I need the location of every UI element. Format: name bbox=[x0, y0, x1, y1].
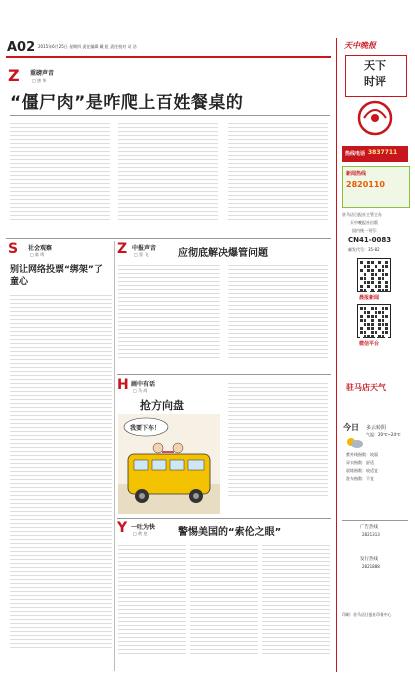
top-body-col2 bbox=[118, 120, 218, 235]
qr-code-1 bbox=[357, 258, 391, 292]
top-body-col1 bbox=[10, 120, 110, 235]
weather-detail-3: 晨练指数：较适宜 bbox=[346, 468, 378, 473]
bottom-byline: □ 黄 皇 bbox=[133, 531, 148, 536]
weather-detail-4: 洗车指数：不宜 bbox=[346, 476, 374, 481]
cartoon-image bbox=[118, 414, 220, 514]
column-name: 天下 时评 bbox=[364, 59, 386, 88]
weather-detail-2: 穿衣指数：舒适 bbox=[346, 460, 374, 465]
distribution-label: 发行热线 bbox=[360, 557, 378, 562]
bottom-rule bbox=[117, 518, 331, 519]
left-section-title: 社会观察 bbox=[28, 245, 53, 252]
section-initial-s: S bbox=[8, 241, 19, 257]
section-initial-h: H bbox=[117, 377, 129, 393]
right-headline: 应彻底解决爆管问题 bbox=[178, 248, 268, 259]
qr2-label: 微信平台 bbox=[359, 341, 380, 347]
ad-phone: 2821313 bbox=[362, 532, 380, 537]
forecast-brand: 驻马店天气 bbox=[346, 383, 386, 392]
top-headline-rule bbox=[10, 115, 330, 116]
cartoon-headline: 抢方向盘 bbox=[140, 399, 184, 412]
weather-condition: 多云转阴 bbox=[366, 425, 387, 431]
bottom-headline: 警惕美国的“索伦之眼” bbox=[178, 527, 282, 538]
date-line: 2015年6月25日 星期四 责任编辑 戴 虹 责任校对 司 洁 bbox=[38, 44, 137, 49]
top-byline: □ 唐 华 bbox=[32, 78, 47, 83]
distribution-phone: 2821888 bbox=[362, 564, 380, 569]
section-initial-z: Z bbox=[117, 241, 128, 257]
weather-sun-icon bbox=[344, 434, 364, 453]
print-label: 印刷：驻马店日报社印务中心 bbox=[342, 612, 392, 617]
bottom-body-col3 bbox=[262, 542, 330, 670]
sidebar-brand: 天中晚报 bbox=[344, 41, 376, 50]
sidebar-logo-icon bbox=[352, 100, 398, 136]
left-body bbox=[10, 292, 112, 670]
weather-detail-1: 紫外线指数：较弱 bbox=[346, 452, 378, 457]
right-byline: □ 蔡 飞 bbox=[134, 252, 149, 257]
cartoon-byline: □ 马 尚 bbox=[133, 388, 148, 393]
service-label: 新闻热线 bbox=[346, 171, 367, 177]
cartoon-section-title: 画中有话 bbox=[131, 381, 156, 388]
hotline-number: 3837711 bbox=[368, 149, 398, 156]
qr-code-2 bbox=[357, 304, 391, 338]
cartoon-side-body bbox=[228, 380, 328, 513]
left-headline: 别让网络投票“绑架”了童心 bbox=[10, 265, 103, 287]
issue-no-label: 国内统一刊号： bbox=[352, 228, 380, 233]
page-number: A02 bbox=[7, 40, 36, 55]
cartoon-bubble: 我要下车！ bbox=[130, 425, 161, 432]
kicker-initial: Z bbox=[8, 66, 20, 85]
bottom-body-col1 bbox=[118, 542, 186, 670]
hotline-label: 热线电话 bbox=[345, 151, 366, 157]
top-body-col3 bbox=[228, 120, 328, 235]
sponsor: 驻马店日报社主管主办 bbox=[342, 212, 382, 217]
qr1-label: 晨报新闻 bbox=[359, 295, 380, 301]
service-number: 2820110 bbox=[346, 180, 385, 189]
today-label: 今日 bbox=[343, 423, 359, 432]
sidebar-rule-ad bbox=[342, 520, 408, 521]
top-kicker: 重磅声音 bbox=[30, 70, 55, 77]
left-column-divider bbox=[114, 241, 115, 671]
post-code: 邮发代号：35-82 bbox=[348, 247, 380, 252]
top-section-rule bbox=[6, 238, 331, 239]
header-rule bbox=[6, 56, 331, 58]
right-section-title: 中报声音 bbox=[132, 245, 157, 252]
sidebar-divider bbox=[336, 38, 337, 672]
cn-number: CN41-0083 bbox=[348, 236, 392, 244]
section-initial-y: Y bbox=[117, 520, 128, 536]
publisher: 天中晚报社出版 bbox=[350, 220, 378, 225]
mid-rule bbox=[117, 374, 331, 375]
ad-label: 广告热线 bbox=[360, 525, 378, 530]
right-body-col1 bbox=[118, 262, 220, 370]
bottom-body-col2 bbox=[190, 542, 258, 670]
right-body-col2 bbox=[228, 262, 328, 370]
left-byline: □ 陈 鸣 bbox=[30, 252, 45, 257]
bottom-section-title: 一吐为快 bbox=[131, 524, 156, 531]
temperature: 气温：20℃~24℃ bbox=[366, 432, 401, 437]
top-headline: “僵尸肉”是咋爬上百姓餐桌的 bbox=[10, 93, 244, 113]
